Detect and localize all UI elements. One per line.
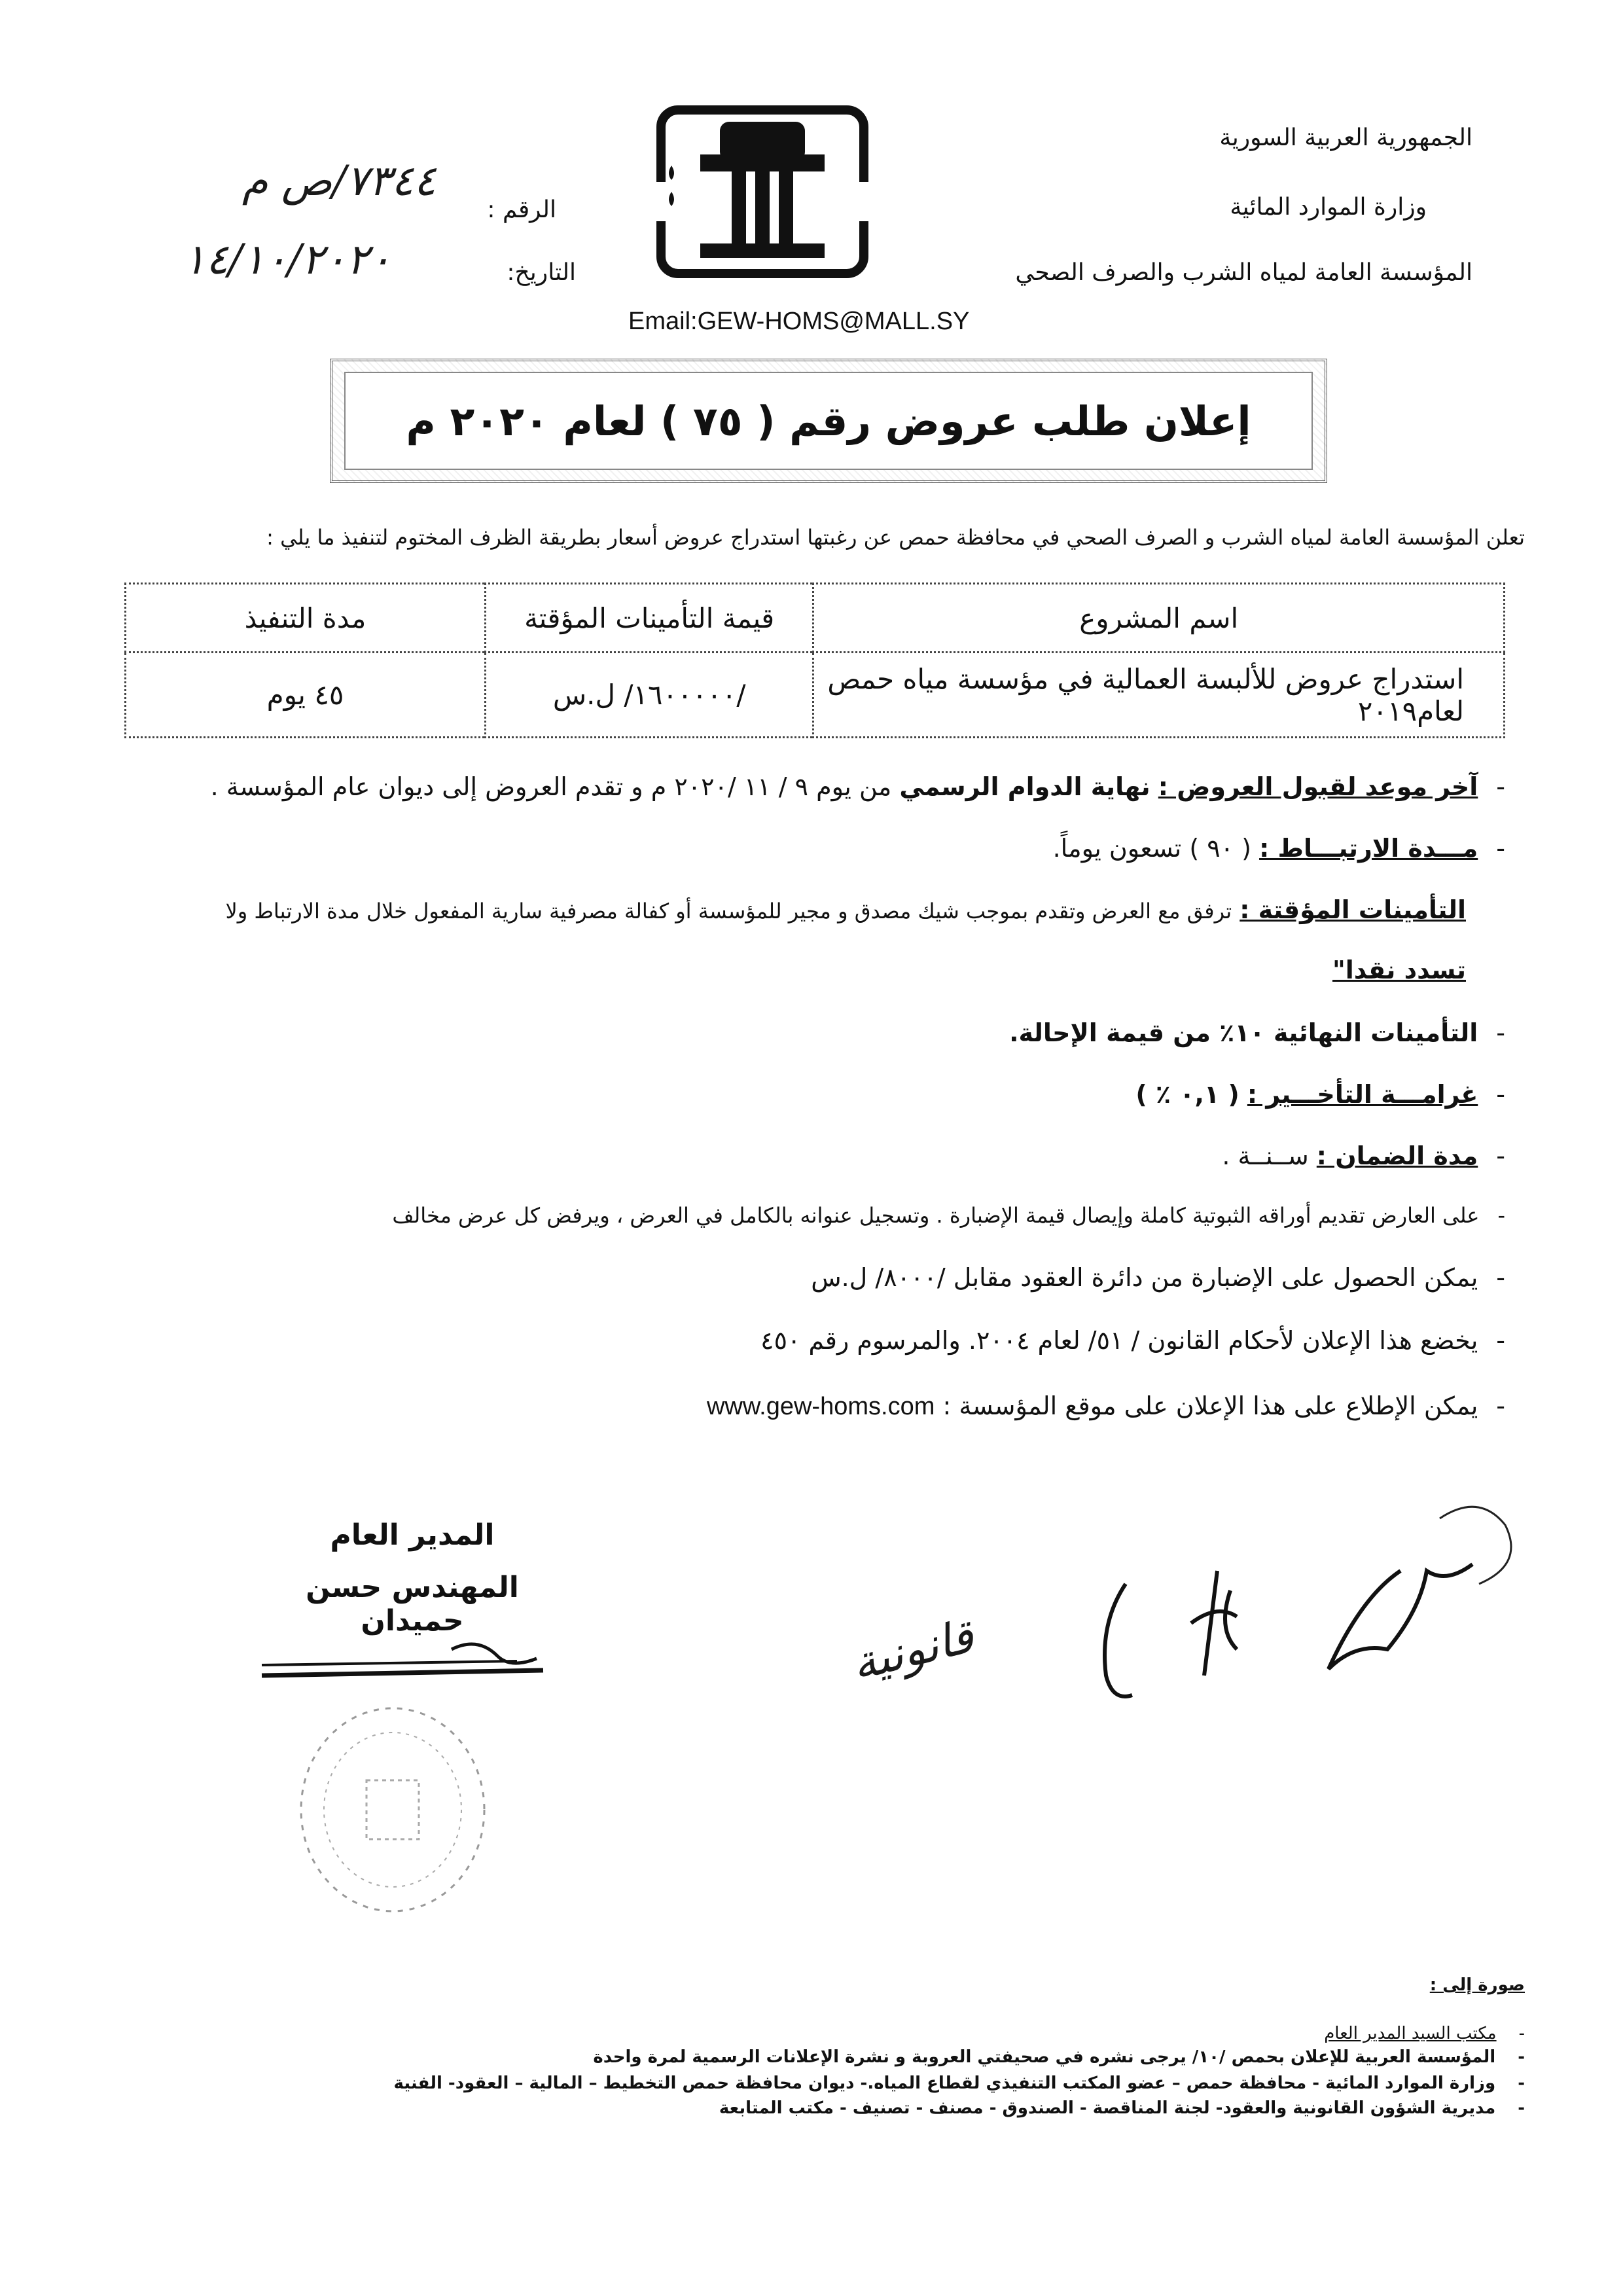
file-text: يمكن الحصول على الإضبارة من دائرة العقود مقابل /٨٠٠٠/ ل.س <box>811 1263 1478 1292</box>
header-project-name: اسم المشروع <box>813 584 1505 653</box>
warranty-label: مدة الضمان : <box>1316 1141 1478 1170</box>
temp-insurance-text: ترفق مع العرض وتقدم بموجب شيك مصدق و مجير للمؤسسة أو كفالة مصرفية سارية المفعول خلال مدة الارتباط ولا <box>225 899 1232 924</box>
header-country: الجمهورية العربية السورية <box>1219 124 1472 151</box>
intro-text: تعلن المؤسسة العامة لمياه الشرب و الصرف الصحي في محافظة حمص عن رغبتها استدراج عروض أسعار بطريقة الظرف المختوم لتنفيذ ما يلي : <box>266 525 1525 550</box>
header-institution: المؤسسة العامة لمياه الشرب والصرف الصحي <box>1015 259 1472 286</box>
projects-table <box>124 583 1505 738</box>
law-line: -يخضع هذا الإعلان لأحكام القانون / ٥١/ لعام ٢٠٠٤. والمرسوم رقم ٤٥٠ <box>760 1326 1505 1355</box>
warranty-line: -مدة الضمان : ســنــة . <box>1222 1141 1505 1170</box>
commitment-text: ( ٩٠ ) تسعون يوماً. <box>1052 834 1251 863</box>
deadline-bold: نهاية الدوام الرسمي <box>899 772 1150 801</box>
cell-project-name: استدراج عروض للألبسة العمالية في مؤسسة مياه حمص لعام٢٠١٩ <box>813 653 1505 738</box>
official-stamp-icon <box>294 1702 491 1920</box>
temp-insurance-text2: تسدد نقدا" <box>1332 956 1466 984</box>
table-row <box>126 653 1505 738</box>
warranty-text: ســنــة . <box>1222 1141 1309 1170</box>
file-line: -يمكن الحصول على الإضبارة من دائرة العقود مقابل /٨٠٠٠/ ل.س <box>811 1263 1505 1292</box>
penalty-line: -غرامـــة التأخـــير : ( ٠,١ ٪ ) <box>1135 1080 1505 1109</box>
date-value: ١٤/١٠/٢٠٢٠ <box>183 236 392 284</box>
final-insurance-line: -التأمينات النهائية ١٠٪ من قيمة الإحالة. <box>1009 1018 1505 1047</box>
deadline-label: آخر موعد لقبول العروض : <box>1158 772 1478 801</box>
copies-heading: صورة إلى : <box>1429 1975 1525 1995</box>
director-signature-mark <box>255 1636 556 1698</box>
number-value: ٧٣٤٤/ص م <box>242 157 437 206</box>
announcement-title: إعلان طلب عروض رقم ( ٧٥ ) لعام ٢٠٢٠ م <box>406 397 1251 445</box>
legal-signature: قانونية <box>846 1609 979 1691</box>
website-line: -يمكن الإطلاع على هذا الإعلان على موقع المؤسسة : www.gew-homs.com <box>706 1391 1505 1420</box>
number-label: الرقم : <box>487 196 556 223</box>
copies-item: -المؤسسة العربية للإعلان بحمص /١٠/ يرجى نشره في صحيفتي العروبة و نشرة الإعلانات الرسمية لمرة واحدة <box>593 2047 1525 2067</box>
bidder-text: على العارض تقديم أوراقه الثبوتية كاملة وإيصال قيمة الإضبارة . وتسجيل عنوانه بالكامل في العرض ، ويرفض كل عرض مخالف <box>392 1203 1480 1228</box>
final-insurance-text: التأمينات النهائية ١٠٪ من قيمة الإحالة. <box>1009 1018 1478 1047</box>
institution-logo-icon <box>654 103 870 280</box>
commitment-line: -مـــدة الارتبـــاط : ( ٩٠ ) تسعون يوماً. <box>1052 834 1505 863</box>
website-url: www.gew-homs.com <box>706 1393 935 1420</box>
header-ministry: وزارة الموارد المائية <box>1230 194 1427 221</box>
penalty-text: ( ٠,١ ٪ ) <box>1135 1080 1240 1109</box>
temp-insurance-line2 <box>1332 956 1466 984</box>
temp-insurance-line <box>225 895 1466 924</box>
copies-item: -مديرية الشؤون القانونية والعقود- لجنة المناقصة - الصندوق - مصنف - تصنيف - مكتب المتابعة <box>719 2098 1525 2118</box>
temp-insurance-label: التأمينات المؤقتة : <box>1240 895 1466 924</box>
copies-item: -مكتب السيد المدير العام <box>1324 2024 1525 2043</box>
deadline-line: -آخر موعد لقبول العروض : نهاية الدوام الرسمي من يوم ٩ / ١١ /٢٠٢٠ م و تقدم العروض إلى ديوان عام المؤسسة . <box>210 772 1505 801</box>
deadline-text: من يوم ٩ / ١١ /٢٠٢٠ م و تقدم العروض إلى ديوان عام المؤسسة . <box>210 772 892 801</box>
penalty-label: غرامـــة التأخـــير : <box>1247 1080 1478 1109</box>
law-text: يخضع هذا الإعلان لأحكام القانون / ٥١/ لعام ٢٠٠٤. والمرسوم رقم ٤٥٠ <box>760 1326 1478 1355</box>
header-email: Email:GEW-HOMS@MALL.SY <box>628 308 970 335</box>
director-title: المدير العام <box>330 1518 495 1552</box>
cell-temporary-insurance: /١٦٠٠٠٠٠/ ل.س <box>486 653 813 738</box>
bidder-line: -على العارض تقديم أوراقه الثبوتية كاملة وإيصال قيمة الإضبارة . وتسجيل عنوانه بالكامل في العرض ، ويرفض كل عرض مخالف <box>392 1203 1505 1228</box>
director-name: المهندس حسن حميدان <box>306 1571 519 1638</box>
table-header-row <box>126 584 1505 653</box>
announcement-title-box <box>330 359 1327 483</box>
commitment-label: مـــدة الارتبـــاط : <box>1259 834 1478 863</box>
date-label: التاريخ: <box>507 259 576 286</box>
website-text: يمكن الإطلاع على هذا الإعلان على موقع المؤسسة : <box>942 1391 1478 1420</box>
header-temporary-insurance: قيمة التأمينات المؤقتة <box>486 584 813 653</box>
copies-item: -وزارة الموارد المائية - محافظة حمص – عضو المكتب التنفيذي لقطاع المياه.- ديوان محافظة حمص التخطيط – المالية – العقود- الفنية <box>393 2073 1525 2093</box>
cell-execution-period: ٤٥ يوم <box>126 653 486 738</box>
header-execution-period: مدة التنفيذ <box>126 584 486 653</box>
